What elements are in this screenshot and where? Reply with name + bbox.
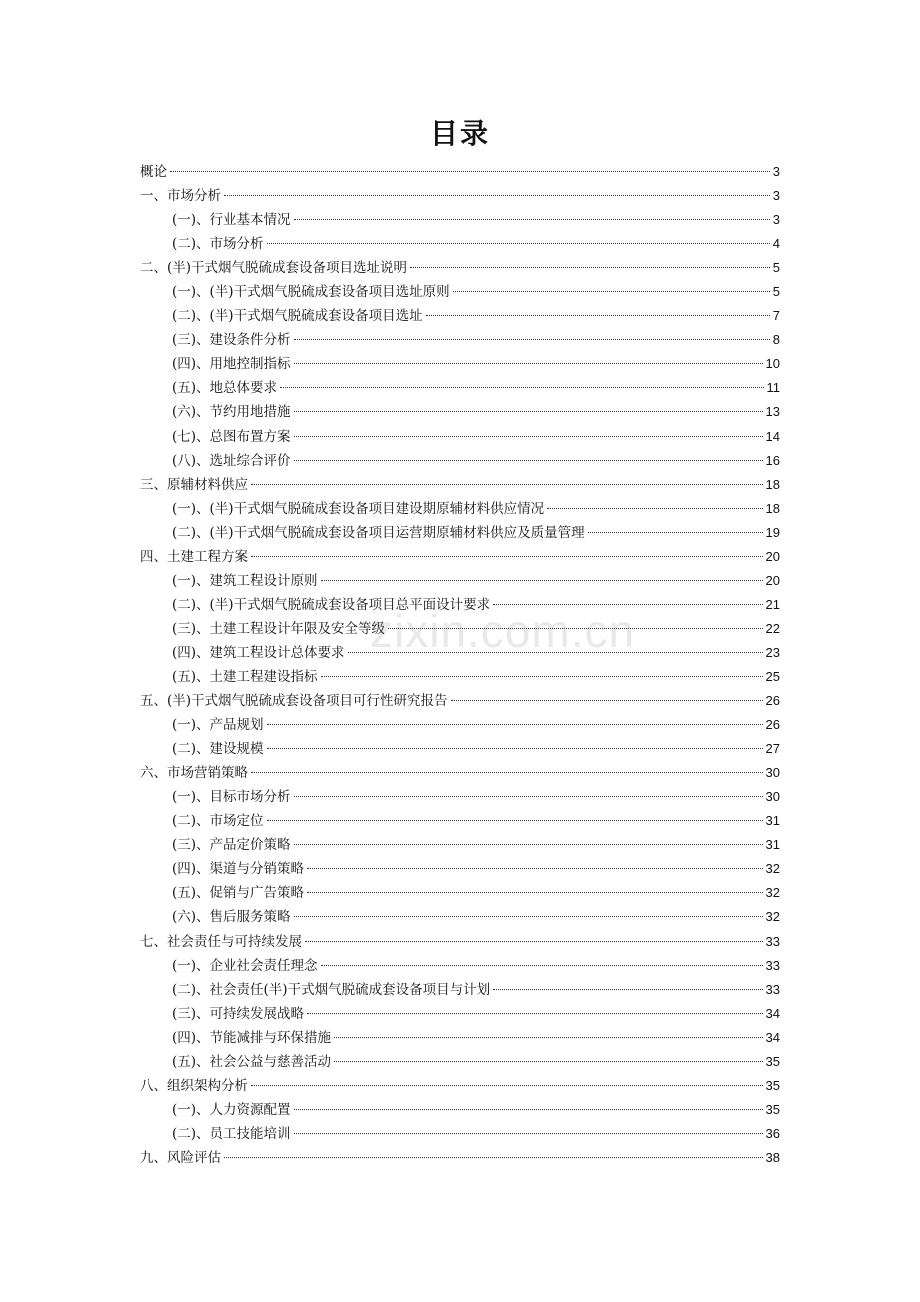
toc-subentry[interactable] bbox=[140, 737, 780, 761]
toc-subentry[interactable] bbox=[140, 809, 780, 833]
toc-entry-title: (四)、节能减排与环保措施 bbox=[172, 1029, 332, 1046]
dot-leader bbox=[493, 989, 762, 990]
toc-page-number: 3 bbox=[772, 164, 780, 179]
toc-subentry[interactable] bbox=[140, 1122, 780, 1146]
dot-leader bbox=[334, 1061, 762, 1062]
toc-subentry[interactable] bbox=[140, 304, 780, 328]
toc-subentry[interactable] bbox=[140, 569, 780, 593]
toc-subentry[interactable] bbox=[140, 1098, 780, 1122]
toc-page-number: 25 bbox=[765, 668, 780, 684]
toc-subentry[interactable] bbox=[140, 328, 780, 352]
toc-page-number: 33 bbox=[765, 933, 780, 949]
dot-leader bbox=[307, 892, 762, 893]
toc-page-number: 33 bbox=[765, 981, 780, 997]
toc-entry-title: (六)、售后服务策略 bbox=[172, 909, 291, 926]
toc-entry-title: (四)、建筑工程设计总体要求 bbox=[172, 644, 345, 661]
toc-subentry[interactable] bbox=[140, 1002, 780, 1026]
dot-leader bbox=[388, 628, 762, 629]
toc-subentry[interactable] bbox=[140, 641, 780, 665]
dot-leader bbox=[294, 916, 763, 917]
toc-subentry[interactable] bbox=[140, 1050, 780, 1074]
dot-leader bbox=[294, 1133, 763, 1134]
toc-entry-title: (一)、(半)干式烟气脱硫成套设备项目建设期原辅材料供应情况 bbox=[172, 500, 545, 517]
toc-subentry[interactable] bbox=[140, 376, 780, 400]
toc-entry-title: (五)、促销与广告策略 bbox=[172, 885, 305, 902]
toc-entry-title: 五、(半)干式烟气脱硫成套设备项目可行性研究报告 bbox=[140, 693, 448, 710]
toc-entry[interactable] bbox=[140, 689, 780, 713]
toc-subentry[interactable] bbox=[140, 665, 780, 689]
dot-leader bbox=[307, 1013, 762, 1014]
toc-page-number: 4 bbox=[772, 236, 780, 252]
dot-leader bbox=[348, 652, 763, 653]
toc-subentry[interactable] bbox=[140, 208, 780, 232]
dot-leader bbox=[321, 580, 763, 581]
dot-leader bbox=[294, 796, 763, 797]
toc-entry-title: (二)、建设规模 bbox=[172, 741, 264, 758]
toc-page-number: 35 bbox=[765, 1053, 780, 1069]
toc-entry-title: (八)、选址综合评价 bbox=[172, 452, 291, 469]
toc-page-number: 3 bbox=[772, 188, 780, 204]
toc-entry-title: (四)、渠道与分销策略 bbox=[172, 861, 305, 878]
toc-entry-title: (一)、企业社会责任理念 bbox=[172, 957, 318, 974]
toc-entry-title: (六)、节约用地措施 bbox=[172, 404, 291, 421]
toc-entry-title: 九、风险评估 bbox=[140, 1149, 221, 1166]
toc-entry-title: (一)、人力资源配置 bbox=[172, 1101, 291, 1118]
toc-page-number: 26 bbox=[765, 693, 780, 709]
toc-entry-title: 四、土建工程方案 bbox=[140, 548, 248, 565]
dot-leader bbox=[267, 243, 770, 244]
dot-leader bbox=[280, 387, 763, 388]
toc-entry[interactable] bbox=[140, 184, 780, 208]
dot-leader bbox=[451, 700, 763, 701]
toc-page-number: 35 bbox=[765, 1077, 780, 1093]
toc-page-number: 27 bbox=[765, 741, 780, 757]
toc-entry[interactable] bbox=[140, 256, 780, 280]
toc-subentry[interactable] bbox=[140, 593, 780, 617]
dot-leader bbox=[294, 844, 763, 845]
toc-entry-title: (一)、行业基本情况 bbox=[172, 212, 291, 229]
toc-subentry[interactable] bbox=[140, 881, 780, 905]
toc-page-number: 30 bbox=[765, 765, 780, 781]
toc-entry-title: (五)、社会公益与慈善活动 bbox=[172, 1053, 332, 1070]
toc-subentry[interactable] bbox=[140, 833, 780, 857]
toc-page-number: 35 bbox=[765, 1101, 780, 1117]
toc-page-number: 38 bbox=[765, 1149, 780, 1165]
dot-leader bbox=[321, 676, 763, 677]
toc-page-number: 8 bbox=[772, 332, 780, 348]
watermark: zixin.com.cn bbox=[370, 605, 636, 657]
toc-page-number: 23 bbox=[765, 644, 780, 660]
toc-entry-title: (三)、产品定价策略 bbox=[172, 837, 291, 854]
toc-page-number: 32 bbox=[765, 909, 780, 925]
toc-page-number: 34 bbox=[765, 1005, 780, 1021]
toc-entry-title: 八、组织架构分析 bbox=[140, 1077, 248, 1094]
toc-entry[interactable] bbox=[140, 545, 780, 569]
toc-page-number: 32 bbox=[765, 885, 780, 901]
toc-subentry[interactable] bbox=[140, 1026, 780, 1050]
toc-entry[interactable] bbox=[140, 160, 780, 184]
toc-entry-title: (一)、(半)干式烟气脱硫成套设备项目选址原则 bbox=[172, 284, 450, 301]
dot-leader bbox=[294, 219, 770, 220]
toc-entry-title: (二)、(半)干式烟气脱硫成套设备项目选址 bbox=[172, 308, 423, 325]
toc-entry[interactable] bbox=[140, 1074, 780, 1098]
toc-entry-title: 七、社会责任与可持续发展 bbox=[140, 933, 302, 950]
toc-page-number: 31 bbox=[765, 837, 780, 853]
toc-subentry[interactable] bbox=[140, 352, 780, 376]
dot-leader bbox=[251, 556, 763, 557]
toc-page-number: 34 bbox=[765, 1029, 780, 1045]
toc-page-number: 26 bbox=[765, 717, 780, 733]
dot-leader bbox=[224, 1157, 763, 1158]
toc-subentry[interactable] bbox=[140, 978, 780, 1002]
toc-page-number: 11 bbox=[766, 380, 780, 396]
toc-entry-title: (二)、(半)干式烟气脱硫成套设备项目运营期原辅材料供应及质量管理 bbox=[172, 524, 585, 541]
toc-page-number: 32 bbox=[765, 861, 780, 877]
toc-entry-title: (四)、用地控制指标 bbox=[172, 356, 291, 373]
toc-page-number: 13 bbox=[765, 404, 780, 420]
toc-page-number: 19 bbox=[765, 524, 780, 540]
toc-page-number: 18 bbox=[765, 476, 780, 492]
toc-entry[interactable] bbox=[140, 1146, 780, 1170]
dot-leader bbox=[294, 436, 763, 437]
dot-leader bbox=[294, 411, 763, 412]
toc-entry-title: (一)、产品规划 bbox=[172, 717, 264, 734]
toc-page-number: 33 bbox=[765, 957, 780, 973]
toc-page-number: 10 bbox=[765, 356, 780, 372]
dot-leader bbox=[251, 484, 763, 485]
dot-leader bbox=[251, 1085, 763, 1086]
toc-subentry[interactable] bbox=[140, 425, 780, 449]
dot-leader bbox=[170, 171, 770, 172]
toc-page-number: 7 bbox=[772, 308, 780, 324]
toc-subentry[interactable] bbox=[140, 521, 780, 545]
toc-entry[interactable] bbox=[140, 761, 780, 785]
toc-entry-title: (一)、建筑工程设计原则 bbox=[172, 572, 318, 589]
toc-entry-title: (三)、可持续发展战略 bbox=[172, 1005, 305, 1022]
toc-entry-title: (二)、员工技能培训 bbox=[172, 1125, 291, 1142]
dot-leader bbox=[294, 1109, 763, 1110]
toc-subentry[interactable] bbox=[140, 857, 780, 881]
toc-entry-title: 三、原辅材料供应 bbox=[140, 476, 248, 493]
toc-page-number: 21 bbox=[765, 596, 780, 612]
toc-subentry[interactable] bbox=[140, 280, 780, 304]
toc-page-number: 20 bbox=[765, 572, 780, 588]
toc-entry-title: (二)、市场定位 bbox=[172, 813, 264, 830]
toc-entry-title: (二)、(半)干式烟气脱硫成套设备项目总平面设计要求 bbox=[172, 596, 491, 613]
toc-subentry[interactable] bbox=[140, 232, 780, 256]
toc-entry-title: 六、市场营销策略 bbox=[140, 765, 248, 782]
dot-leader bbox=[426, 315, 770, 316]
toc-subentry[interactable] bbox=[140, 954, 780, 978]
toc-subentry[interactable] bbox=[140, 400, 780, 424]
toc-page-number: 18 bbox=[765, 500, 780, 516]
toc-entry-title: (七)、总图布置方案 bbox=[172, 428, 291, 445]
dot-leader bbox=[307, 868, 762, 869]
toc-entry-title: (三)、土建工程设计年限及安全等级 bbox=[172, 620, 386, 637]
toc-entry-title: 二、(半)干式烟气脱硫成套设备项目选址说明 bbox=[140, 260, 408, 277]
toc-page-number: 5 bbox=[772, 260, 780, 276]
dot-leader bbox=[453, 291, 770, 292]
dot-leader bbox=[305, 941, 763, 942]
dot-leader bbox=[410, 267, 770, 268]
dot-leader bbox=[294, 339, 770, 340]
toc-entry-title: 概论 bbox=[140, 164, 167, 180]
dot-leader bbox=[294, 460, 763, 461]
toc-subentry[interactable] bbox=[140, 785, 780, 809]
toc-subentry[interactable] bbox=[140, 497, 780, 521]
dot-leader bbox=[267, 820, 763, 821]
page-title: 目录 bbox=[429, 117, 490, 150]
toc-entry[interactable] bbox=[140, 473, 780, 497]
toc-entry[interactable] bbox=[140, 930, 780, 954]
toc-page-number: 36 bbox=[765, 1125, 780, 1141]
toc-entry-title: (五)、土建工程建设指标 bbox=[172, 668, 318, 685]
dot-leader bbox=[224, 195, 770, 196]
toc-entry-title: 一、市场分析 bbox=[140, 188, 221, 205]
toc-page-number: 31 bbox=[765, 813, 780, 829]
toc-subentry[interactable] bbox=[140, 617, 780, 641]
dot-leader bbox=[267, 748, 763, 749]
toc-subentry[interactable] bbox=[140, 713, 780, 737]
dot-leader bbox=[334, 1037, 762, 1038]
toc-page-number: 22 bbox=[765, 620, 780, 636]
dot-leader bbox=[547, 508, 762, 509]
toc-entry-title: (二)、社会责任(半)干式烟气脱硫成套设备项目与计划 bbox=[172, 981, 491, 998]
toc-page-number: 14 bbox=[765, 428, 780, 444]
toc-page-number: 20 bbox=[765, 548, 780, 564]
dot-leader bbox=[493, 604, 762, 605]
toc-entry-title: (二)、市场分析 bbox=[172, 236, 264, 253]
toc-page-number: 5 bbox=[772, 284, 780, 300]
table-of-contents bbox=[140, 160, 780, 1170]
toc-entry-title: (三)、建设条件分析 bbox=[172, 332, 291, 349]
toc-subentry[interactable] bbox=[140, 449, 780, 473]
toc-page-number: 3 bbox=[772, 212, 780, 228]
dot-leader bbox=[321, 965, 763, 966]
toc-entry-title: (五)、地总体要求 bbox=[172, 380, 278, 397]
toc-entry-title: (一)、目标市场分析 bbox=[172, 789, 291, 806]
dot-leader bbox=[588, 532, 763, 533]
toc-page-number: 30 bbox=[765, 789, 780, 805]
toc-page-number: 16 bbox=[765, 452, 780, 468]
dot-leader bbox=[267, 724, 763, 725]
dot-leader bbox=[294, 363, 763, 364]
toc-subentry[interactable] bbox=[140, 905, 780, 929]
dot-leader bbox=[251, 772, 763, 773]
